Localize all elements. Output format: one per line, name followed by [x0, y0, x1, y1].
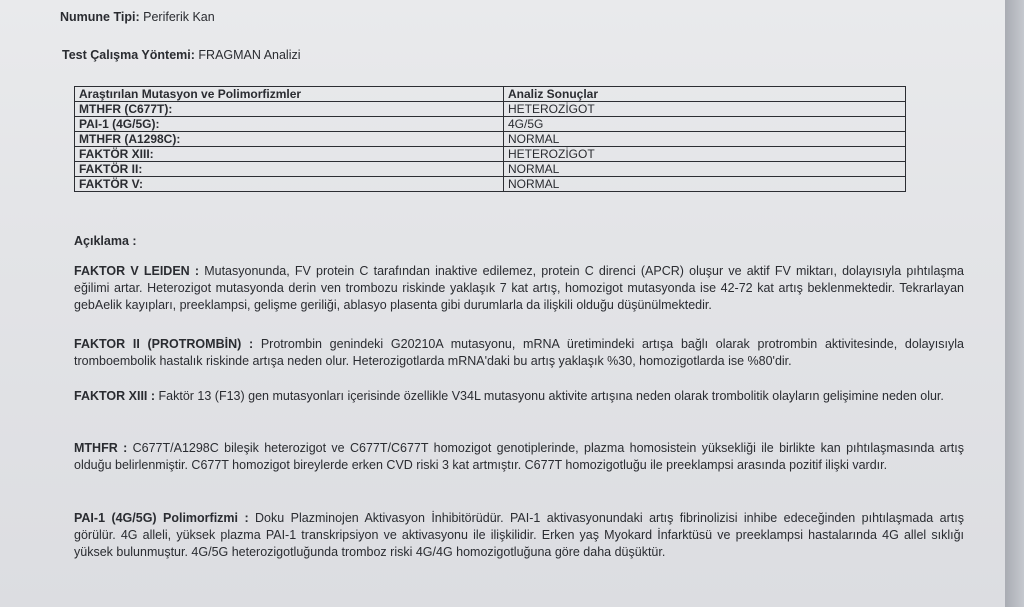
column-header-mutation: Araştırılan Mutasyon ve Polimorfizmler — [75, 87, 504, 102]
paragraph-text: Mutasyonunda, FV protein C tarafından inaktive edilemez, protein C direnci (APCR) oluşur ve aktif FV miktarı, dolayısıyla pıhtılaşma eğilimi artar. Heterozigot mutasyonda derin ven trombozu riskinde yaklaşık 7 kat artış, homozigot mutasyonda ise 42-72 kat artış beklenmektedir. Tekrarlayan gebAelik kayıpları, preeklampsi, gelişme geriliği, ablasyo plasenta gibi durumlarla da ilişkili olduğu düşünülmektedir. — [74, 264, 965, 312]
table-row — [75, 177, 906, 192]
explanation-paragraph-mthfr — [74, 440, 964, 474]
explanation-paragraph-factor-v — [74, 263, 964, 314]
table-row — [75, 147, 906, 162]
test-method-label: Test Çalışma Yöntemi: — [62, 48, 195, 62]
result-cell: HETEROZİGOT — [504, 102, 906, 117]
mutation-cell: MTHFR (C677T): — [75, 102, 504, 117]
result-cell: NORMAL — [504, 177, 906, 192]
result-cell: HETEROZİGOT — [504, 147, 906, 162]
mutation-cell: FAKTÖR XIII: — [75, 147, 504, 162]
explanation-title: Açıklama : — [74, 234, 137, 248]
paragraph-text: Faktör 13 (F13) gen mutasyonları içerisinde özellikle V34L mutasyonu aktivite artışına neden olarak trombolitik olayların gelişimine neden olur. — [158, 389, 944, 403]
explanation-paragraph-factor-xiii — [74, 388, 964, 405]
table-row — [75, 102, 906, 117]
result-cell: NORMAL — [504, 132, 906, 147]
explanation-paragraph-factor-ii — [74, 336, 964, 370]
paragraph-label: PAI-1 (4G/5G) Polimorfizmi : — [74, 511, 249, 525]
sample-type-value: Periferik Kan — [143, 10, 215, 24]
mutation-cell: FAKTÖR V: — [75, 177, 504, 192]
sample-type-label: Numune Tipi: — [60, 10, 140, 24]
paragraph-label: MTHFR : — [74, 441, 128, 455]
test-method-value: FRAGMAN Analizi — [198, 48, 301, 62]
paragraph-text: Protrombin genindeki G20210A mutasyonu, mRNA üretimindeki artışa bağlı olarak protrombin aktivitesinde, dolayısıyla tromboembolik hastalık riskinde artışa neden olur. Heterozigotlarda mRNA'daki bu artış yaklaşık %30, homozigotlarda ise %80'dir. — [74, 337, 964, 368]
column-header-result: Analiz Sonuçlar — [504, 87, 906, 102]
paragraph-label: FAKTOR V LEIDEN : — [74, 264, 200, 278]
explanation-paragraph-pai-1 — [74, 510, 964, 561]
paragraph-label: FAKTOR II (PROTROMBİN) : — [74, 337, 254, 351]
paragraph-label: FAKTOR XIII : — [74, 389, 156, 403]
result-cell: NORMAL — [504, 162, 906, 177]
mutation-cell: PAI-1 (4G/5G): — [75, 117, 504, 132]
sample-type-line — [60, 10, 215, 24]
page-edge — [1005, 0, 1024, 607]
paragraph-text: Doku Plazminojen Aktivasyon İnhibitörüdür. PAI-1 aktivasyonundaki artış fibrinolizisi inhibe edeceğinden pıhtılaşmada artış görülür. 4G alleli, yüksek plazma PAI-1 transkripsiyon ve aktivasyonu ile ilişkilidir. Erken yaş Myokard İnfarktüsü ve preeklampsi hastalarında 4G allel sıklığı yüksek bulunmuştur. 4G/5G heterozigotluğunda tromboz riski 4G/4G homozigotluğuna göre daha düşüktür. — [74, 511, 964, 559]
table-row — [75, 117, 906, 132]
test-method-line — [62, 48, 301, 62]
paragraph-text: C677T/A1298C bileşik heterozigot ve C677T/C677T homozigot genotiplerinde, plazma homosistein yüksekliği ile birlikte kan pıhtılaşmasında artış olduğu belirlenmiştir. C677T homozigot bireylerde erken CVD riski 3 kat artmıştır. C677T homozigotluğu ile preeklampsi arasında pozitif ilişki vardır. — [74, 441, 964, 472]
table-row — [75, 162, 906, 177]
mutation-cell: FAKTÖR II: — [75, 162, 504, 177]
result-cell: 4G/5G — [504, 117, 906, 132]
mutation-cell: MTHFR (A1298C): — [75, 132, 504, 147]
table-header-row — [75, 87, 906, 102]
table-row — [75, 132, 906, 147]
results-table — [74, 86, 906, 192]
